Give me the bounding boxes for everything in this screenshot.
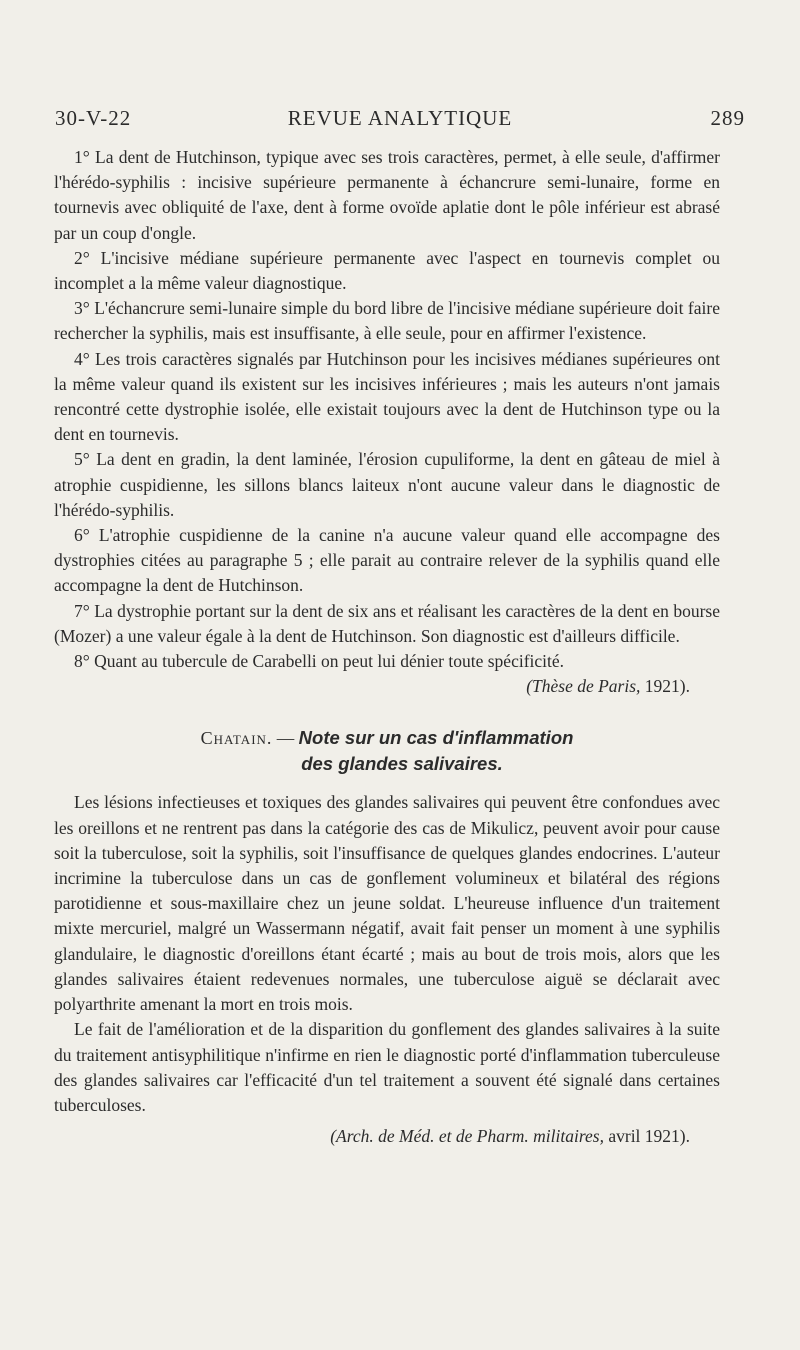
conclusion-2: 2° L'incisive médiane supérieure permanente avec l'aspect en tournevis complet ou incomplet a la même valeur diagnostique. (54, 247, 720, 294)
source-journal-date: avril 1921). (608, 1126, 690, 1147)
article-paragraph-2: Le fait de l'amélioration et de la disparition du gonflement des glandes salivaires à la suite du traitement antisyphilitique n'infirme en rien le diagnostic porté d'inflammation tuberculeuse des glandes salivaires car l'efficacité d'un tel traitement a souvent été signalé dans certaines tuberculoses. (54, 1019, 720, 1115)
page-header (55, 106, 745, 136)
source-citation-thesis (54, 674, 720, 699)
page-body (54, 145, 720, 1149)
article-title-line1: Note sur un cas d'inflammation (298, 727, 574, 749)
article-title-line2: des glandes salivaires. (301, 753, 503, 775)
header-date: 30-V-22 (55, 106, 132, 130)
source-citation-text: (Thèse de Paris, (526, 676, 641, 697)
conclusion-1: 1° La dent de Hutchinson, typique avec ses trois caractères, permet, à elle seule, d'affirmer l'hérédo-syphilis : incisive supérieure permanente à échancrure semi-lunaire, forme en tournevis avec obliquité de l'axe, dent à forme ovoïde aplatie dont le pôle inférieur est abrasé par un coup d'ongle. (54, 147, 720, 243)
conclusion-8: 8° Quant au tubercule de Carabelli on peut lui dénier toute spécificité. (74, 651, 565, 672)
conclusion-6: 6° L'atrophie cuspidienne de la canine n'a aucune valeur quand elle accompagne des dystrophies citées au paragraphe 5 ; elle parait au contraire relever de la syphilis quand elle accompagne la dent de Hutchinson. (54, 525, 720, 596)
conclusion-4: 4° Les trois caractères signalés par Hutchinson pour les incisives médianes supérieures ont la même valeur quand ils existent sur les incisives inférieures ; mais les auteurs n'ont jamais rencontré cette dystrophie isolée, elle existait toujours avec la dent de Hutchinson type ou la dent en tournevis. (54, 348, 720, 445)
conclusion-5: 5° La dent en gradin, la dent laminée, l'érosion cupuliforme, la dent en gâteau de miel à atrophie cuspidienne, les sillons blancs laiteux n'ont aucune valeur dans le diagnostic de l'hérédo-syphilis. (54, 449, 720, 520)
conclusion-7: 7° La dystrophie portant sur la dent de six ans et réalisant les caractères de la dent en bourse (Mozer) a une valeur égale à la dent de Hutchinson. Son diagnostic est d'ailleurs difficile. (54, 600, 720, 646)
article-author: Chatain. (200, 728, 273, 749)
conclusion-3: 3° L'échancrure semi-lunaire simple du bord libre de l'incisive médiane supérieure doit faire rechercher la syphilis, mais est insuffisante, à elle seule, pour en affirmer l'existence. (54, 298, 720, 344)
article-heading (54, 725, 720, 776)
source-citation-year: 1921). (644, 676, 690, 697)
article-paragraph-1: Les lésions infectieuses et toxiques des glandes salivaires qui peuvent être confondues avec les oreillons et ne rentrent pas dans la catégorie des cas de Mikulicz, peuvent avoir pour cause soit la tuberculose, soit la syphilis, soit l'insuffisance de quelques glandes endocrines. L'auteur incrimine la tuberculose dans un cas de gonflement volumineux et bilatéral des régions parotidienne et sous-maxillaire chez un jeune soldat. L'heureuse influence d'un traitement mixte mercuriel, malgré un Wassermann négatif, avait fait penser un moment à une syphilis glandulaire, le diagnostic d'oreillons étant écarté ; mais au bout de trois mois, alors que les glandes salivaires étaient redevenues normales, une tuberculose aiguë se déclarait avec polyarthrite amenant la mort en trois mois. (54, 792, 720, 1015)
source-citation-archives (54, 1124, 720, 1149)
source-journal-text: (Arch. de Méd. et de Pharm. militaires, (330, 1126, 604, 1147)
running-title: REVUE ANALYTIQUE (287, 106, 513, 130)
page-number: 289 (710, 106, 745, 130)
heading-dash: — (276, 728, 295, 749)
